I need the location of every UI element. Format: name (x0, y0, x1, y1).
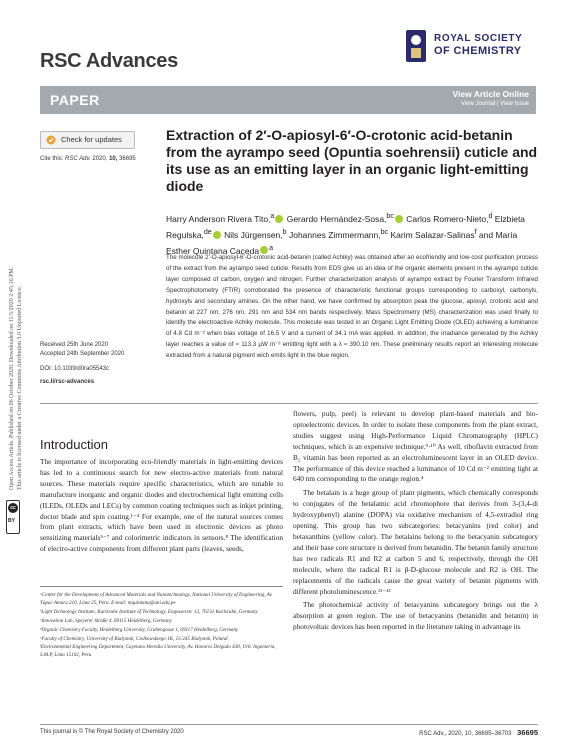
doi-link[interactable]: DOI: 10.1039/d0ra05543c (40, 366, 110, 372)
footnote-divider (40, 586, 283, 587)
citation (40, 156, 136, 162)
view-journal-issue-link[interactable]: View Journal | View Issue (460, 101, 529, 107)
affiliation-mark: f (474, 227, 477, 236)
affiliation-mark: bc (380, 227, 389, 236)
publisher-name-line2: OF CHEMISTRY (434, 45, 522, 57)
page-number: 36695 (517, 728, 538, 737)
license-strip (4, 150, 26, 490)
orcid-icon[interactable] (213, 231, 221, 239)
cc-by-badge[interactable] (6, 500, 20, 534)
footnote-item: ᵃCenter for the Development of Advanced Materials and Nanotechnology, National University of Engineering, Av. Túpac Amaru 210, Lima 25, Peru. E-mail: mquintana@uni.edu.pe (40, 592, 273, 606)
footnote-item: ᵇLight Technology Institute, Karlsruhe Institute of Technology, Engesserstr. 13, 76131 Karlsruhe, Germany (40, 608, 258, 615)
article-dates (40, 341, 124, 359)
view-article-online-link[interactable]: View Article Online (452, 89, 529, 99)
author-name[interactable]: Harry Anderson Rivera Tito, (166, 213, 271, 224)
author-name[interactable]: Gerardo Hernández-Sosa, (286, 213, 387, 224)
license-text[interactable]: This article is licensed under a Creative Commons Attribution 3.0 Unported Licence. (17, 285, 23, 490)
journal-title: RSC Advances (40, 50, 178, 72)
affiliation-mark: a (270, 212, 275, 220)
article-type-label: PAPER (50, 92, 100, 108)
orcid-icon[interactable] (395, 215, 403, 223)
orcid-icon[interactable] (275, 215, 283, 223)
footer-divider (40, 724, 538, 725)
affiliation-mark: bc (386, 212, 394, 220)
body-paragraph: flowers, pulp, peel) is relevant to develop plant-based materials and bio-optoelectronic devices. In order to isolate these components from the plant extract, studies suggest using High-Performance Liquid Chromatography (HPLC) techniques, which is an expensive technique.⁹·¹⁰ As well, riboflavin extracted from B₂ vitamin has been reported as an electroluminescent layer in an OLED device. The performance of this device reached a luminance of 10 Cd m⁻² emitting light at 640 nm corresponding to the orange region.⁴ (293, 409, 538, 484)
publisher-logo[interactable] (404, 28, 539, 64)
article-type-banner (40, 86, 536, 114)
footnote-item: ᶜInnovation Lab, Speyerer Straße 4, 69115 Heidelberg, Germany (40, 617, 172, 624)
affiliation-mark: de (203, 227, 212, 236)
affiliation-mark: a (269, 243, 274, 252)
cite-volume: 10, (109, 156, 118, 162)
footer-copyright: This journal is © The Royal Society of Chemistry 2020 (40, 729, 184, 735)
section-divider (40, 403, 538, 404)
open-access-text: Open Access Article. Published on 06 October 2020. Downloaded on 11/5/2020 2:45:16 PM. (9, 266, 15, 490)
body-paragraph: The importance of incorporating eco-friendly materials in light-emitting devices has led to a continuous search for new electro-active materials from natural sources. These materials require specific characteristics, which are tunable to manufacture inorganic and organic diodes and electrochemical light emitting cells (ILEDs, OLEDs and LECs) by common coating techniques such as inkjet printing, doctor blade and spin coating.¹⁻⁴ For example, one of the natural sources comes from plant extracts, which have been used in electronic devices as photo sensitizing materials⁵⁻⁷ and colorimetric indicators in sensors.⁸ The identification of electro-active components from different plant parts (leaves, seeds, (40, 457, 283, 554)
author-name[interactable]: Carlos Romero-Nieto, (406, 213, 489, 224)
body-paragraph: The betalain is a huge group of plant pigments, which chemically corresponds to conjugates of the betalamic acid chromophore that derives from 3-(3,4-di hydroxyphenyl) alanine (DOPA) via oxidative mechanism of 4,5-extradiol ring opening. This group has two subcategories: betacyanins (red color) and betaxanthins (yellow color). The betalains belong to the betacyanin subcategory and their base core structure is derived from betanidin. The betanin family structure has two radicals R1 and R2 at carbon 5 and 6, respectively, through the OH molecule, where the radical R1 is β-D-glucose molecule and R2 is OH. The replacements of the radicals cause the great variety of betanin pigments with different photoluminescence.¹¹⁻¹³ (293, 488, 538, 596)
cite-label: Cite this: (40, 156, 64, 162)
footnote-item: ᵉFaculty of Chemistry, University of Bialystok, Ciolkowskiego 1K, 15-245 Bialystok, Poland (40, 635, 228, 642)
footer-citation-text: RSC Adv., 2020, 10, 36695–36703 (419, 731, 512, 737)
author-name[interactable]: and María Esther Quintana Caceda (166, 229, 518, 256)
introduction-heading: Introduction (40, 437, 108, 452)
publisher-name-line1: ROYAL SOCIETY (434, 33, 523, 44)
footnote-item: ᵈOrganic Chemistry Faculty, Heidelberg University, Grabengasse 1, 69117 Heidelberg, Germany (40, 626, 239, 633)
body-column-left (40, 457, 283, 558)
body-paragraph: The photochemical activity of betacyanins subcategory brings out the λ absorption at green region. The use of betacyanins (betanidin and betanin) in photovoltaic devices has been reported in the literature taking in advantage its (293, 600, 538, 632)
rsc-crest-icon (404, 28, 428, 64)
author-name[interactable]: Karim Salazar-Salinas (390, 229, 475, 240)
cite-journal: RSC Adv. (65, 156, 91, 162)
cite-year: 2020, (92, 156, 108, 162)
footnote-item: ᶠEnvironmental Engineering Department, Cayetano Heredia University, Av. Honorio Delgado 430, Urb. Ingeniería, S.M.P, Lima 15102, Peru (40, 644, 276, 659)
abstract: The molecule 2′-O-apiosyl-6′-O-crotonic acid-betanin (called Achiky) was obtained after an ecofriendly and low-cost purification process of the extract from the ayrampo seed cuticle. Results from EDS give us an idea of the organic elements present in the ayrampo cuticle layer composed of carbon, oxygen and nitrogen. Further characterization analysis of ayrampo extract by Fourier Transform Infrared Spectrophotometry (FTIR) corroborated the presence of characteristic functional groups corresponding to carboxyl, carbonyls, hydroxyls and secondary amines. On the other hand, we have confirmed by absorption peak the glucose, apiosyl, crotonic acid and betanin at 227 nm, 276 nm, 291 nm and 534 nm bands respectively. Mass Spectrometry (MS) characterization was used finally to identify the electroactive Achiky molecule. This molecule was tested in an Organic Light Emitting Diode (OLED) achieving a luminance of 4.8 Cd m⁻² when bias voltage of 16.5 V and a current of 34.1 mA was applied. In addition, the irradiance generated by the Achiky layer reaches a value of ≈ 113.3 μW m⁻² emitting light with a λ ≈ 390.10 nm. These preliminary results report an interesting molecule extracted from a natural pigment wich emits light in the blue region. (166, 254, 538, 360)
author-name[interactable]: Johannes Zimmermann, (288, 229, 381, 240)
affiliation-mark: d (488, 212, 493, 220)
article-title: Extraction of 2′-O-apiosyl-6′-O-crotonic acid-betanin from the ayrampo seed (Opuntia soehrensii) cuticle and its use as an emitting layer in an organic light-emitting diode (166, 127, 538, 194)
affiliation-mark: b (282, 227, 287, 236)
check-for-updates-label: Check for updates (61, 135, 122, 144)
accepted-date: Accepted 24th September 2020 (40, 351, 125, 357)
footer-citation (419, 728, 538, 737)
affiliation-footnotes (40, 592, 283, 661)
author-name[interactable]: Elzbieta Regulska, (166, 213, 526, 240)
check-for-updates-button[interactable] (40, 131, 135, 149)
cite-pages: 36695 (119, 156, 136, 162)
body-column-right (293, 409, 538, 636)
received-date: Received 25th June 2020 (40, 342, 109, 348)
journal-short-link[interactable]: rsc.li/rsc-advances (40, 379, 95, 385)
update-check-icon (46, 135, 56, 145)
author-name[interactable]: Nils Jürgensen, (224, 229, 283, 240)
cc-icon: cc (8, 503, 18, 513)
by-icon: BY (8, 518, 15, 524)
author-list (166, 210, 538, 257)
